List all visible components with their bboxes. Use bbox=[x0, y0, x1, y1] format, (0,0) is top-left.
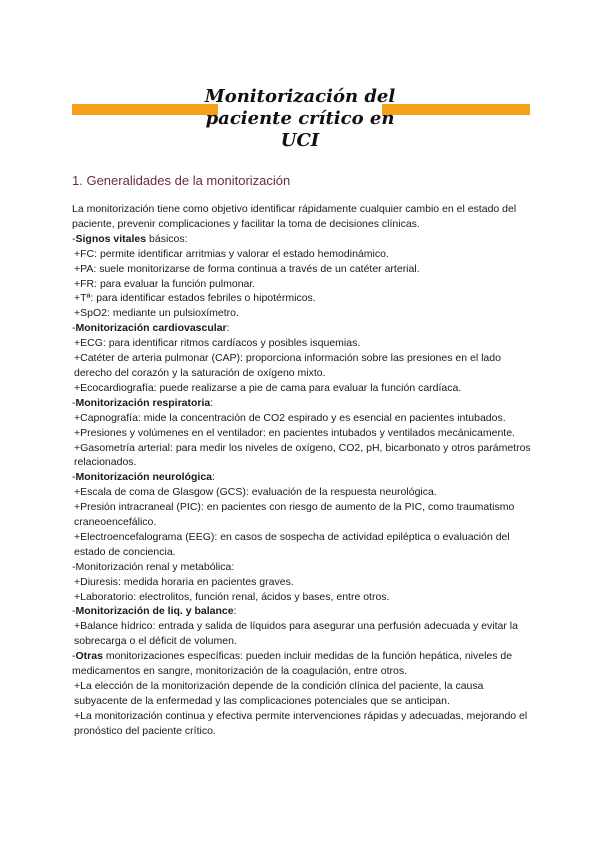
list-item: +Tª: para identificar estados febriles o hipotérmicos. bbox=[74, 292, 316, 305]
vitals-heading: -Signos vitales básicos: bbox=[72, 232, 188, 245]
document-title bbox=[200, 86, 400, 152]
otras-heading: -Otras monitorizaciones específicas: pueden incluir medidas de la función hepática, niveles de medicamentos en sangre, monitorización de la coagulación, entre otros. bbox=[72, 650, 513, 678]
list-item: +Capnografía: mide la concentración de CO2 espirado y es esencial en pacientes intubados. bbox=[74, 411, 506, 424]
list-item: +ECG: para identificar ritmos cardíacos y posibles isquemias. bbox=[74, 337, 361, 350]
list-item: +Gasometría arterial: para medir los niveles de oxígeno, CO2, pH, bicarbonato y otros parámetros relacionados. bbox=[74, 441, 531, 469]
list-item: +Laboratorio: electrolitos, función renal, ácidos y bases, entre otros. bbox=[74, 590, 390, 603]
cardio-heading: -Monitorización cardiovascular: bbox=[72, 322, 230, 335]
list-item: +Diuresis: medida horaria en pacientes graves. bbox=[74, 575, 294, 588]
list-item: +Catéter de arteria pulmonar (CAP): proporciona información sobre las presiones en el lado derecho del corazón y la saturación de oxígeno mixto. bbox=[74, 352, 501, 379]
list-item: +Ecocardiografía: puede realizarse a pie de cama para evaluar la función cardíaca. bbox=[74, 381, 462, 394]
neuro-heading: -Monitorización neurológica: bbox=[72, 471, 215, 484]
list-item: +Electroencefalograma (EEG): en casos de sospecha de actividad epiléptica o evaluación del estado de conciencia. bbox=[74, 530, 510, 558]
section-heading: 1. Generalidades de la monitorización bbox=[72, 173, 291, 188]
resp-heading: -Monitorización respiratoria: bbox=[72, 396, 214, 409]
document-body bbox=[72, 202, 534, 739]
list-item: +SpO2: mediante un pulsioxímetro. bbox=[74, 307, 239, 320]
title-line-2: paciente crítico en UCI bbox=[205, 108, 395, 151]
renal-heading: -Monitorización renal y metabólica: bbox=[72, 560, 235, 573]
list-item: +FR: para evaluar la función pulmonar. bbox=[74, 277, 256, 290]
balance-heading: -Monitorización de liq. y balance: bbox=[72, 605, 237, 618]
list-item: +Presiones y volúmenes en el ventilador: en pacientes intubados y ventilados mecánicamente. bbox=[74, 426, 515, 439]
intro-paragraph: La monitorización tiene como objetivo identificar rápidamente cualquier cambio en el estado del paciente, prevenir complicaciones y facilitar la toma de decisiones clínicas. bbox=[72, 203, 517, 230]
list-item: +La monitorización continua y efectiva permite intervenciones rápidas y adecuadas, mejorando el pronóstico del paciente crítico. bbox=[74, 709, 528, 737]
list-item: +Escala de coma de Glasgow (GCS): evaluación de la respuesta neurológica. bbox=[74, 486, 437, 499]
list-item: +Balance hídrico: entrada y salida de líquidos para asegurar una perfusión adecuada y evitar la sobrecarga o el déficit de volumen. bbox=[74, 620, 518, 648]
list-item: +La elección de la monitorización depende de la condición clínica del paciente, la causa subyacente de la enfermedad y las complicaciones potenciales que se anticipan. bbox=[74, 680, 484, 707]
title-bar-left bbox=[72, 104, 218, 115]
title-line-1: Monitorización del bbox=[204, 86, 396, 107]
list-item: +Presión intracraneal (PIC): en pacientes con riesgo de aumento de la PIC, como traumatismo craneoencefálico. bbox=[74, 501, 515, 529]
title-bar-right bbox=[382, 104, 530, 115]
list-item: +PA: suele monitorizarse de forma continua a través de un catéter arterial. bbox=[74, 262, 420, 275]
list-item: +FC: permite identificar arritmias y valorar el estado hemodinámico. bbox=[74, 247, 389, 260]
